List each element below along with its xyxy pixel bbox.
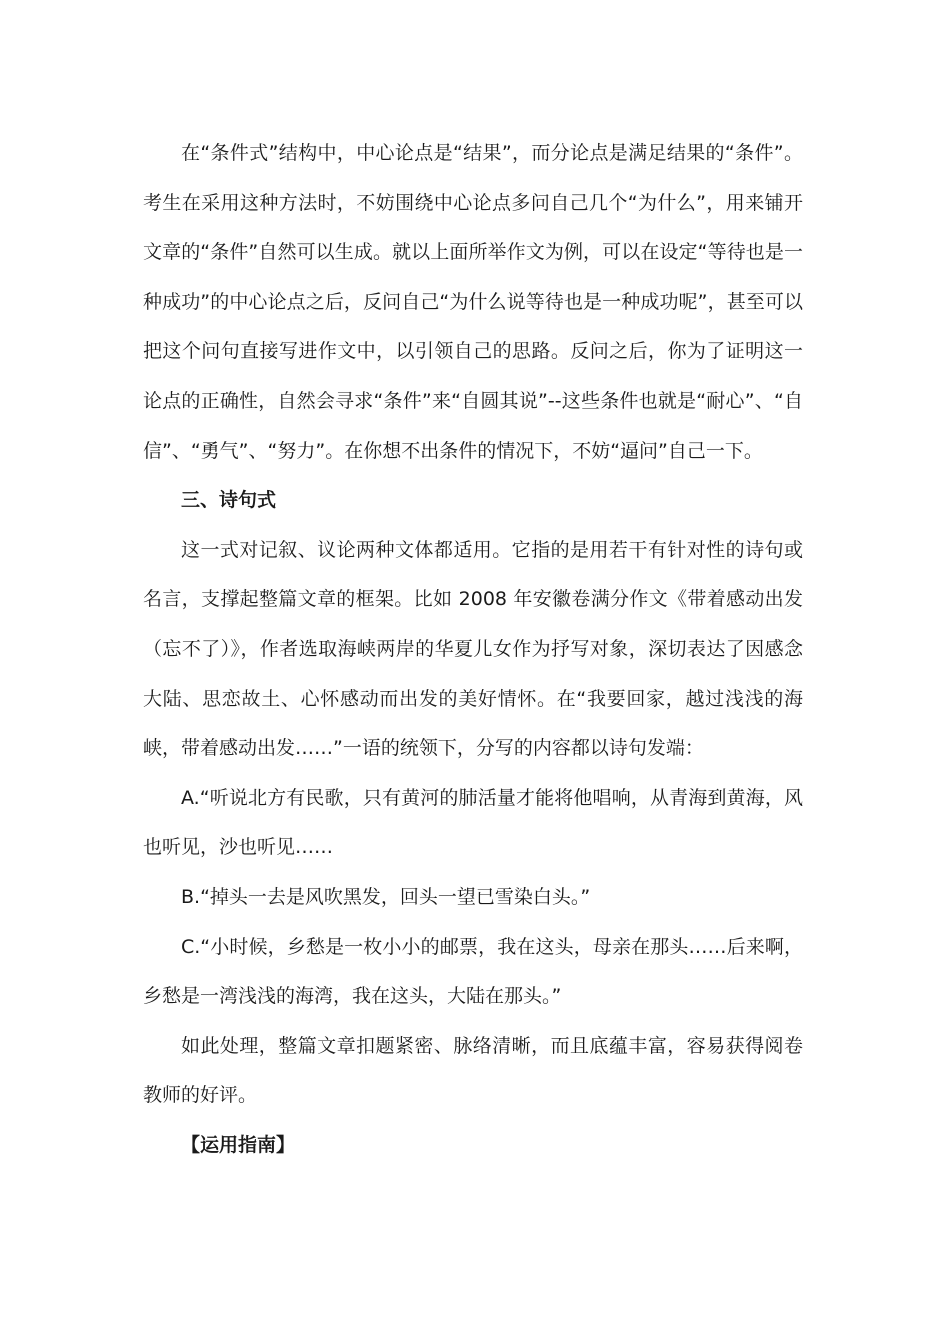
section-heading-guide: 【运用指南】 bbox=[181, 1133, 296, 1156]
paragraph-poem-a: A.“听说北方有民歌，只有黄河的肺活量才能将他唱响，从青海到黄海，风也听见，沙也听见…… bbox=[143, 786, 803, 859]
paragraph-poem-b: B.“掉头一去是风吹黑发，回头一望已雪染白头。” bbox=[181, 885, 591, 908]
paragraph-poetry-intro: 这一式对记叙、议论两种文体都适用。它指的是用若干有针对性的诗句或名言，支撑起整篇文章的框架。比如 2008 年安徽卷满分作文《带着感动出发（忘不了）》，作者选取海峡两岸的华夏儿女作为抒写对象，深切表达了因感念大陆、思恋故土、心怀感动而出发的美好情怀。在“我要回家，越过浅浅的海峡，带着感动出发……”一语的统领下，分写的内容都以诗句发端： bbox=[143, 538, 803, 760]
paragraph-condition-structure: 在“条件式”结构中，中心论点是“结果”，而分论点是满足结果的“条件”。考生在采用这种方法时，不妨围绕中心论点多问自己几个“为什么”，用来铺开文章的“条件”自然可以生成。就以上面所举作文为例，可以在设定“等待也是一种成功”的中心论点之后，反问自己“为什么说等待也是一种成功呢”，甚至可以把这个问句直接写进作文中，以引领自己的思路。反问之后，你为了证明这一论点的正确性，自然会寻求“条件”来“自圆其说”--这些条件也就是“耐心”、“自信”、“勇气”、“努力”。在你想不出条件的情况下，不妨“逼问”自己一下。 bbox=[143, 142, 803, 462]
paragraph-poem-c: C.“小时候，乡愁是一枚小小的邮票，我在这头，母亲在那头……后来啊，乡愁是一湾浅浅的海湾，我在这头，大陆在那头。” bbox=[143, 935, 803, 1008]
section-heading-poetry: 三、诗句式 bbox=[181, 489, 277, 512]
paragraph-conclusion: 如此处理，整篇文章扣题紧密、脉络清晰，而且底蕴丰富，容易获得阅卷教师的好评。 bbox=[143, 1034, 803, 1107]
document-body bbox=[143, 129, 803, 1170]
